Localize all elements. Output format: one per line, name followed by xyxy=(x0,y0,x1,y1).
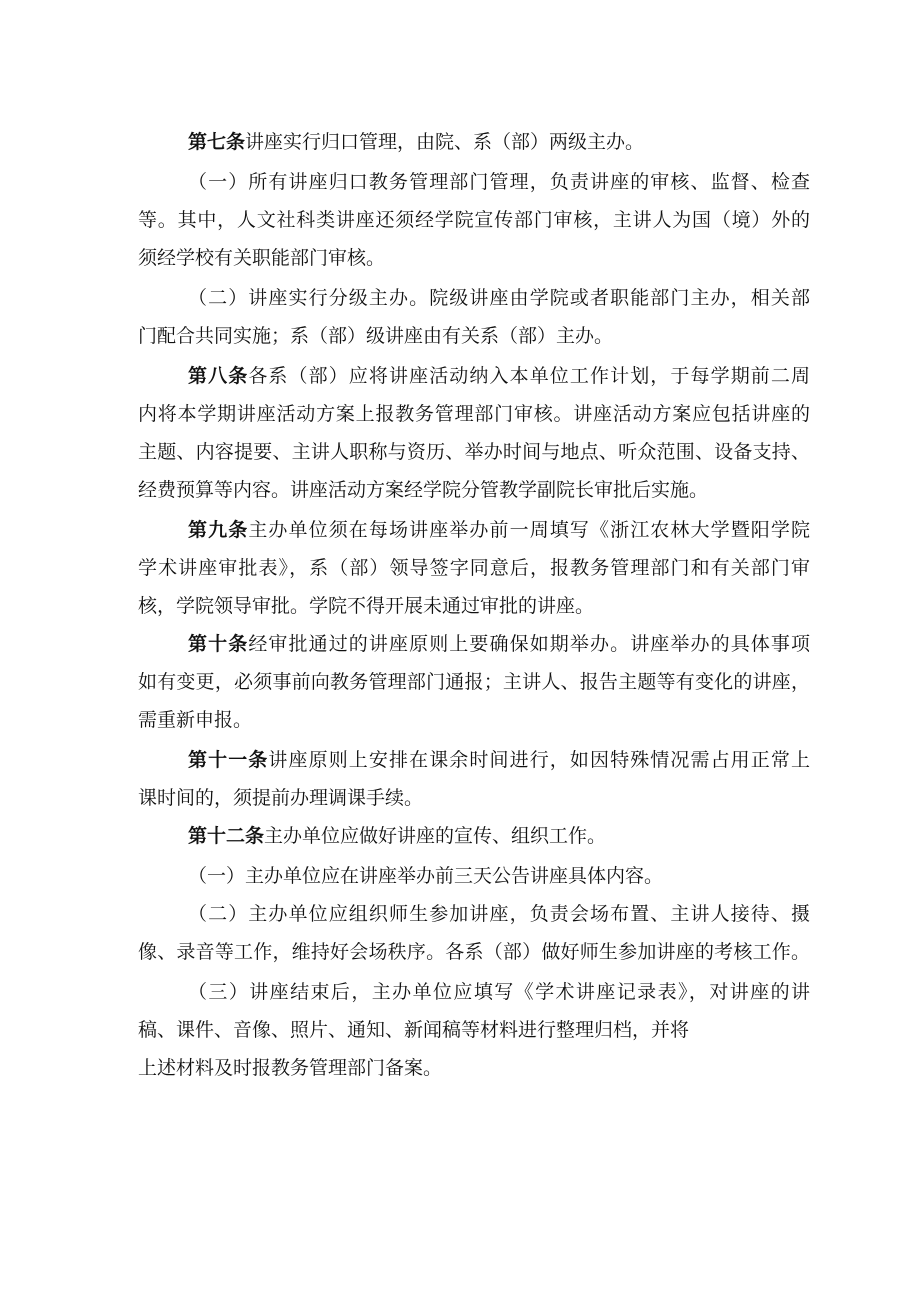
article-10-line-3: 需重新申报。 xyxy=(138,709,253,731)
article-10-text-1: 经审批通过的讲座原则上要确保如期举办。讲座举办的具体事项 xyxy=(248,633,810,655)
article-9-title: 第九条 xyxy=(188,519,249,541)
article-10-title: 第十条 xyxy=(188,633,249,655)
article-8-line-3: 主题、内容提要、主讲人职称与资历、举办时间与地点、听众范围、设备支持、 xyxy=(138,441,810,463)
article-7-item-2-line-1: （二）讲座实行分级主办。院级讲座由学院或者职能部门主办，相关部 xyxy=(188,287,810,309)
article-11-title: 第十一条 xyxy=(188,749,269,771)
article-9-text-1: 主办单位须在每场讲座举办前一周填写《浙江农林大学暨阳学院 xyxy=(248,519,810,541)
article-12-item-2-line-2: 像、录音等工作，维持好会场秩序。各系（部）做好师生参加讲座的考核工作。 xyxy=(138,941,810,963)
article-8-line-4: 经费预算等内容。讲座活动方案经学院分管教学副院长审批后实施。 xyxy=(138,479,709,501)
article-8-text-1: 各系（部）应将讲座活动纳入本单位工作计划，于每学期前二周 xyxy=(248,365,810,387)
article-7-item-1-line-2: 等。其中，人文社科类讲座还须经学院宣传部门审核，主讲人为国（境）外的 xyxy=(138,209,810,231)
article-11-text-1: 讲座原则上安排在课余时间进行，如因特殊情况需占用正常上 xyxy=(268,749,810,771)
article-7-item-1-line-1: （一）所有讲座归口教务管理部门管理，负责讲座的审核、监督、检查 xyxy=(188,171,810,193)
article-12-text: 主办单位应做好讲座的宣传、组织工作。 xyxy=(264,825,607,847)
article-8-line-2: 内将本学期讲座活动方案上报教务管理部门审核。讲座活动方案应包括讲座的 xyxy=(138,403,810,425)
article-9-line-1 xyxy=(0,510,920,550)
article-7-line-1 xyxy=(0,122,920,162)
article-10-line-2: 如有变更，必须事前向教务管理部门通报；主讲人、报告主题等有变化的讲座， xyxy=(138,671,810,693)
article-7-item-2-line-2: 门配合共同实施；系（部）级讲座由有关系（部）主办。 xyxy=(138,325,614,347)
article-9-line-2: 学术讲座审批表》，系（部）领导签字同意后，报教务管理部门和有关部门审 xyxy=(138,557,810,579)
article-7-title: 第七条 xyxy=(188,131,246,153)
article-12-title: 第十二条 xyxy=(188,825,265,847)
article-12-item-3-line-2: 稿、课件、音像、照片、通知、新闻稿等材料进行整理归档，并将 xyxy=(138,1019,690,1041)
article-11-line-1 xyxy=(0,740,920,780)
article-12-line-1 xyxy=(0,816,920,856)
article-12-item-3-line-1: （三）讲座结束后，主办单位应填写《学术讲座记录表》，对讲座的讲 xyxy=(188,981,810,1003)
article-12-item-1-line-1: （一）主办单位应在讲座举办前三天公告讲座具体内容。 xyxy=(188,865,664,887)
article-7-text: 讲座实行归口管理，由院、系（部）两级主办。 xyxy=(245,131,645,153)
article-10-line-1 xyxy=(0,624,920,664)
article-12-item-2-line-1: （二）主办单位应组织师生参加讲座，负责会场布置、主讲人接待、摄 xyxy=(188,903,810,925)
article-11-line-2: 课时间的，须提前办理调课手续。 xyxy=(138,787,424,809)
article-8-title: 第八条 xyxy=(188,365,249,387)
article-8-line-1 xyxy=(0,356,920,396)
article-7-item-1-line-3: 须经学校有关职能部门审核。 xyxy=(138,247,386,269)
article-12-item-3-line-3: 上述材料及时报教务管理部门备案。 xyxy=(138,1057,443,1079)
article-9-line-3: 核，学院领导审批。学院不得开展未通过审批的讲座。 xyxy=(138,595,595,617)
